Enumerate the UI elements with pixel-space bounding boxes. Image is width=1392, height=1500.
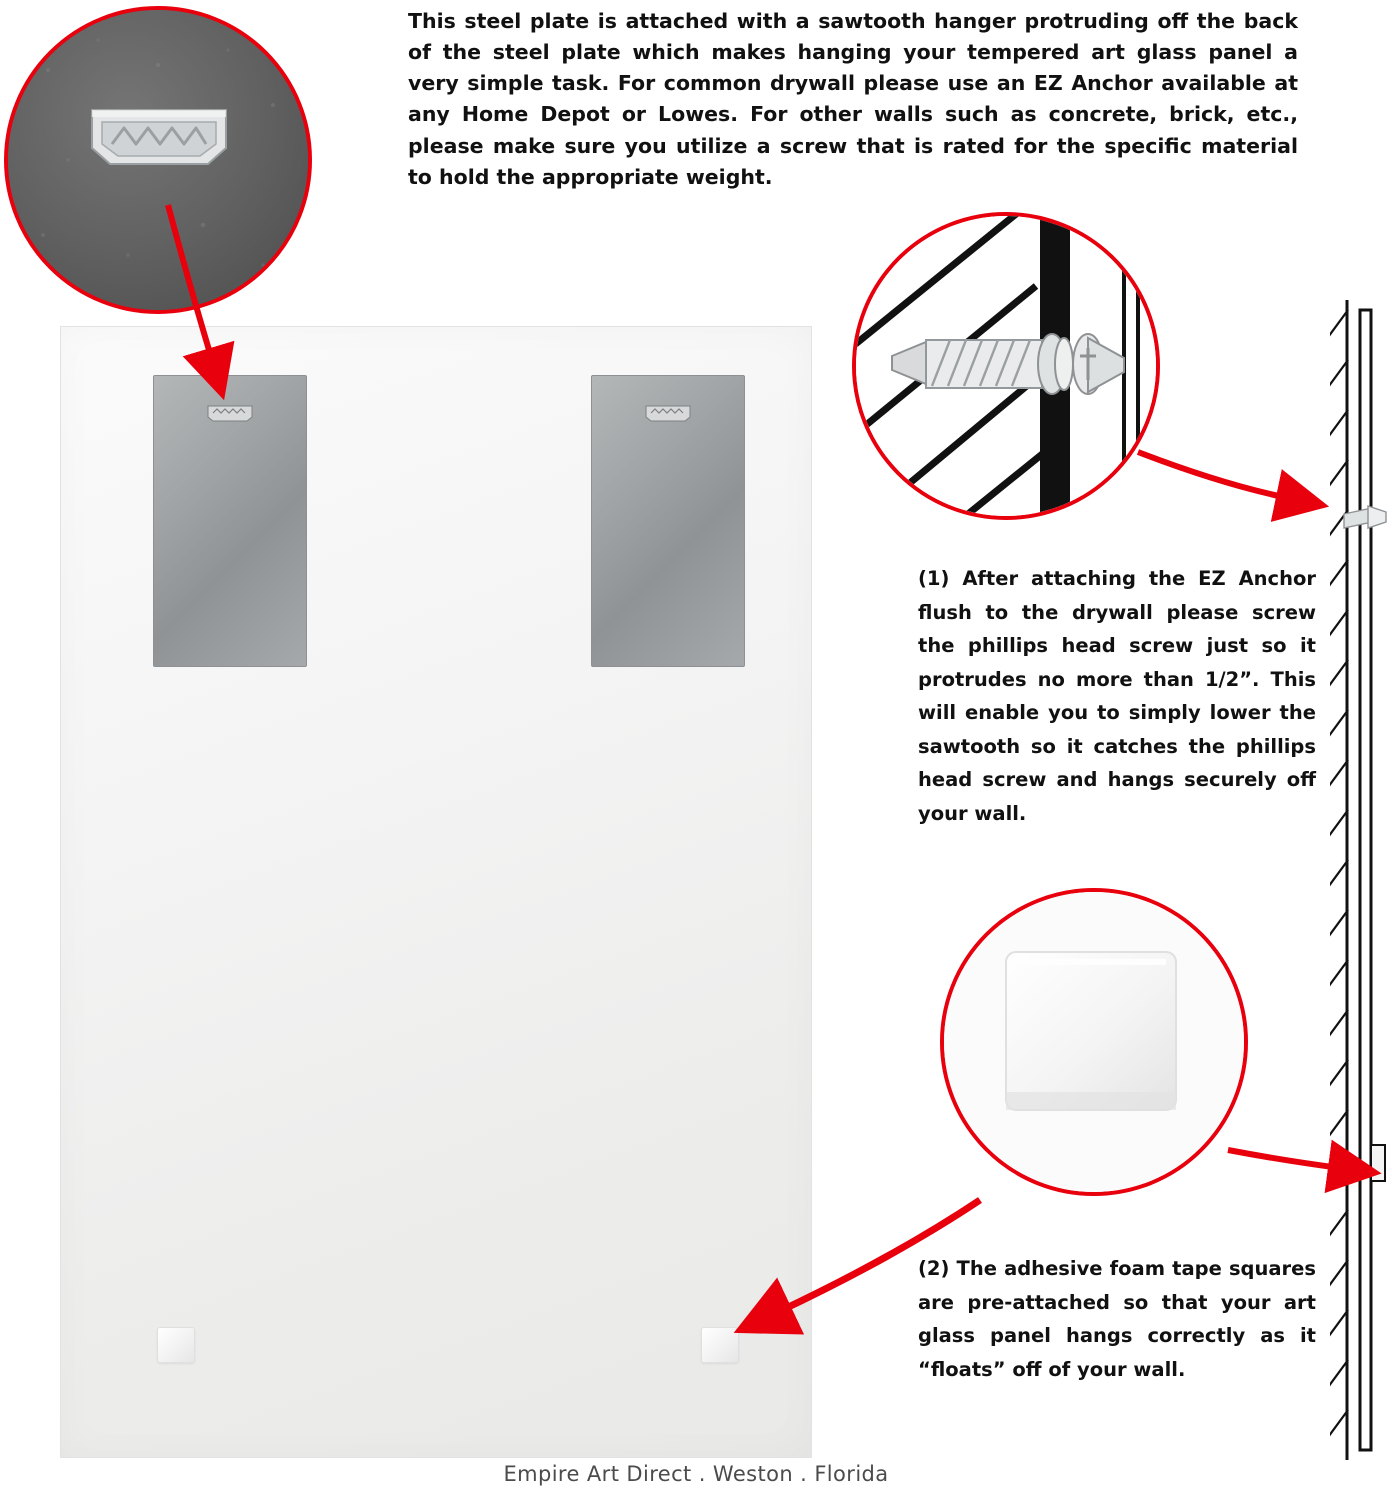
sawtooth-hanger-icon: [207, 402, 253, 422]
steel-plate-left: [153, 375, 307, 667]
step-1-paragraph: (1) After attaching the EZ Anchor flush to the drywall please screw the phillips head screw just so it protrudes no more than 1/2”. This will enable you to simply lower the sawtooth so it catches the phillips head screw and hangs securely off your wall.: [918, 567, 1316, 825]
wall-section-image: [1330, 300, 1388, 1460]
brand-footer: Empire Art Direct . Weston . Florida: [503, 1462, 889, 1486]
ez-anchor-closeup-image: [856, 216, 1156, 516]
ez-anchor-closeup-callout: [852, 212, 1160, 520]
foam-square-closeup-image: [944, 892, 1244, 1192]
foam-square-bottom-left: [157, 1327, 195, 1363]
foam-square-bottom-right: [701, 1327, 739, 1363]
wall-cross-section: [1330, 300, 1388, 1460]
step-2-paragraph: (2) The adhesive foam tape squares are pre-attached so that your art glass panel hangs correctly as it “floats” off of your wall.: [918, 1257, 1316, 1381]
sawtooth-closeup-callout: [4, 6, 312, 314]
art-glass-panel-back: [60, 326, 812, 1458]
arrow-anchor-to-wall: [1138, 452, 1288, 498]
foam-square-closeup-callout: [940, 888, 1248, 1196]
sawtooth-hanger-icon: [645, 402, 691, 422]
intro-paragraph: This steel plate is attached with a sawtooth hanger protruding off the back of the steel plate which makes hanging your tempered art glass panel a very simple task. For common drywall please use an EZ Anchor available at any Home Depot or Lowes. For other walls such as concrete, brick, etc., please make sure you utilize a screw that is rated for the specific material to hold the appropriate weight.: [408, 9, 1298, 189]
steel-plate-right: [591, 375, 745, 667]
arrow-foam-to-wall: [1228, 1150, 1340, 1168]
sawtooth-closeup-image: [8, 10, 308, 310]
